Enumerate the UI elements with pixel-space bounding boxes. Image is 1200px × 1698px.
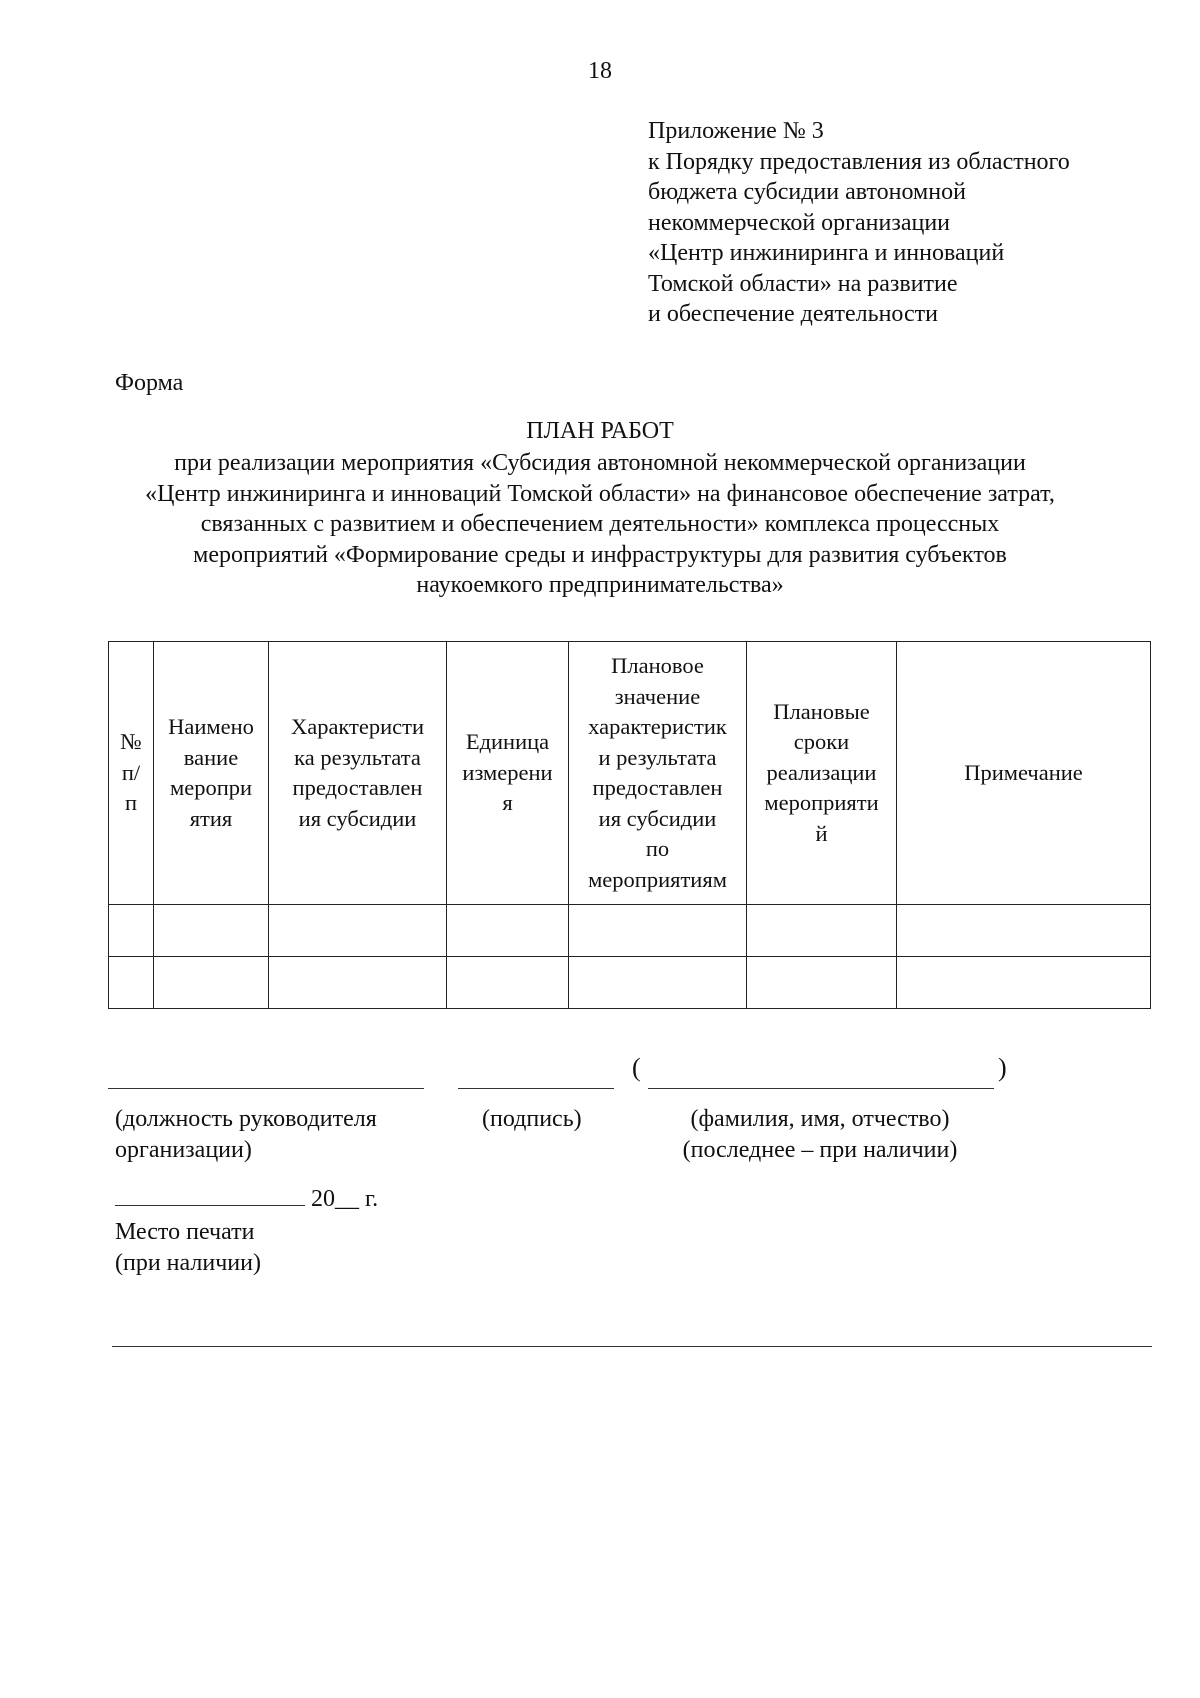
date-blank-line [115, 1187, 305, 1206]
table-row [109, 957, 1151, 1009]
header-number: № п/ п [109, 642, 154, 905]
open-paren: ( [632, 1053, 641, 1082]
table-row [109, 905, 1151, 957]
position-signature-line [108, 1088, 424, 1089]
table-cell [154, 957, 269, 1009]
table-cell [897, 905, 1151, 957]
page-number: 18 [588, 58, 612, 84]
table-cell [269, 957, 447, 1009]
subtitle-line: связанных с развитием и обеспечением деятельности» комплекса процессных [200, 511, 1000, 537]
footer-divider [112, 1346, 1152, 1347]
table-cell [747, 957, 897, 1009]
subtitle-line: наукоемкого предпринимательства» [416, 572, 784, 598]
appendix-line: некоммерческой организации [648, 209, 951, 236]
signature-line [458, 1088, 614, 1089]
close-paren: ) [998, 1053, 1007, 1082]
table-cell [569, 957, 747, 1009]
seal-caption: Место печати (при наличии) [115, 1219, 261, 1276]
appendix-line: «Центр инжиниринга и инноваций [648, 240, 1005, 266]
table-cell [447, 905, 569, 957]
form-label: Форма [115, 370, 184, 396]
signature-caption: (подпись) [482, 1106, 582, 1132]
header-note: Примечание [897, 642, 1151, 905]
full-name-line [648, 1088, 994, 1089]
table-cell [109, 905, 154, 957]
appendix-line: к Порядку предоставления из областного [648, 148, 1070, 175]
header-unit: Единица измерени я [447, 642, 569, 905]
appendix-line: и обеспечение деятельности [648, 301, 938, 327]
table-cell [569, 905, 747, 957]
date-field [115, 1186, 378, 1213]
header-activity-name: Наимено вание меропри ятия [154, 642, 269, 905]
header-planned-dates: Плановые сроки реализации мероприяти й [747, 642, 897, 905]
position-caption: (должность руководителя организации) [115, 1106, 377, 1163]
table-cell [747, 905, 897, 957]
subtitle-line: «Центр инжиниринга и инноваций Томской области» на финансовое обеспечение затрат, [145, 480, 1055, 507]
subtitle-line: при реализации мероприятия «Субсидия автономной некоммерческой организации [174, 450, 1026, 476]
table-cell [447, 957, 569, 1009]
appendix-line: бюджета субсидии автономной [648, 179, 966, 205]
appendix-block [648, 116, 1168, 330]
table-cell [897, 957, 1151, 1009]
full-name-caption: (фамилия, имя, отчество) (последнее – при наличии) [682, 1106, 958, 1163]
date-year-text: 20__ г. [311, 1186, 379, 1212]
work-plan-table [108, 641, 1151, 1009]
header-result-characteristic: Характеристи ка результата предоставлен ия субсидии [269, 642, 447, 905]
appendix-line: Томской области» на развитие [648, 270, 958, 297]
header-planned-value: Плановое значение характеристик и результата предоставлен ия субсидии по мероприятиям [569, 642, 747, 905]
table-cell [154, 905, 269, 957]
subtitle-line: мероприятий «Формирование среды и инфраструктуры для развития субъектов [193, 541, 1007, 568]
table-header-row [109, 642, 1151, 905]
appendix-line: Приложение № 3 [648, 118, 824, 144]
plan-subtitle [80, 448, 1120, 601]
plan-title: ПЛАН РАБОТ [526, 418, 674, 444]
table-cell [269, 905, 447, 957]
table-cell [109, 957, 154, 1009]
